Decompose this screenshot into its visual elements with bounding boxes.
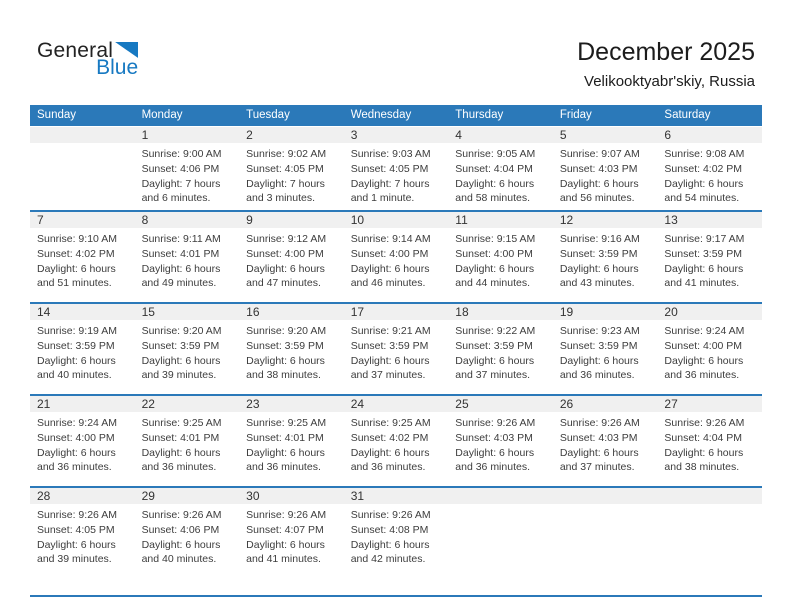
sunrise-text: Sunrise: 9:20 AM	[246, 325, 327, 337]
sunset-text: Sunset: 4:08 PM	[350, 523, 429, 536]
daylight-text: Daylight: 6 hours and 56 minutes.	[559, 177, 639, 205]
sunset-text: Sunset: 3:59 PM	[455, 339, 533, 352]
day-details	[239, 228, 344, 291]
sunrise-text: Sunrise: 9:26 AM	[246, 509, 327, 521]
daylight-text: Daylight: 6 hours and 36 minutes.	[664, 354, 744, 382]
day-cell	[448, 304, 553, 394]
day-number: 23	[239, 396, 344, 412]
weekday-header-tuesday: Tuesday	[246, 109, 290, 121]
day-number: 31	[344, 488, 449, 504]
weekday-header-monday: Monday	[141, 109, 183, 121]
daylight-text: Daylight: 6 hours and 38 minutes.	[664, 446, 744, 474]
day-details	[239, 320, 344, 383]
day-details	[344, 504, 449, 567]
calendar-table	[30, 105, 762, 597]
sunset-text: Sunset: 4:00 PM	[246, 247, 324, 260]
day-cell	[344, 212, 449, 302]
day-details	[553, 228, 658, 291]
sunset-text: Sunset: 4:01 PM	[141, 247, 220, 260]
sunrise-text: Sunrise: 9:26 AM	[455, 417, 536, 429]
daylight-text: Daylight: 6 hours and 36 minutes.	[141, 446, 221, 474]
day-details	[344, 320, 449, 383]
day-number: 4	[448, 127, 553, 143]
day-cell	[657, 304, 762, 394]
day-details	[657, 320, 762, 383]
sunset-text: Sunset: 4:00 PM	[455, 247, 533, 260]
day-number: 9	[239, 212, 344, 228]
day-cell	[657, 127, 762, 210]
daylight-text: Daylight: 6 hours and 49 minutes.	[141, 262, 221, 290]
daylight-text: Daylight: 6 hours and 41 minutes.	[664, 262, 744, 290]
weekday-header-friday: Friday	[559, 109, 592, 121]
week-row	[30, 486, 762, 597]
day-details	[135, 504, 240, 567]
day-cell	[344, 396, 449, 486]
sunrise-text: Sunrise: 9:25 AM	[141, 417, 222, 429]
day-cell	[553, 127, 658, 210]
sunrise-text: Sunrise: 9:10 AM	[37, 233, 117, 245]
sunrise-text: Sunrise: 9:19 AM	[37, 325, 117, 337]
daylight-text: Daylight: 6 hours and 38 minutes.	[246, 354, 325, 382]
sunrise-text: Sunrise: 9:07 AM	[559, 148, 640, 160]
day-details	[657, 143, 762, 206]
sunrise-text: Sunrise: 9:20 AM	[141, 325, 222, 337]
day-details	[448, 412, 553, 475]
daylight-text: Daylight: 7 hours and 6 minutes.	[141, 177, 221, 205]
sunset-text: Sunset: 3:59 PM	[350, 339, 429, 352]
empty-day-cell	[448, 488, 553, 595]
day-cell	[239, 396, 344, 486]
day-number: 29	[135, 488, 240, 504]
daylight-text: Daylight: 6 hours and 51 minutes.	[37, 262, 116, 290]
weekday-header-saturday: Saturday	[664, 109, 711, 121]
day-number: 13	[657, 212, 762, 228]
empty-day-cell	[30, 127, 135, 210]
daylight-text: Daylight: 7 hours and 1 minute.	[350, 177, 430, 205]
sunrise-text: Sunrise: 9:23 AM	[559, 325, 640, 337]
sunset-text: Sunset: 4:04 PM	[455, 162, 533, 175]
day-number: 11	[448, 212, 553, 228]
daylight-text: Daylight: 6 hours and 46 minutes.	[350, 262, 430, 290]
sunset-text: Sunset: 4:03 PM	[455, 431, 533, 444]
day-details	[448, 504, 553, 508]
page-title: December 2025	[577, 38, 755, 66]
day-number: 20	[657, 304, 762, 320]
day-details	[657, 504, 762, 508]
sunset-text: Sunset: 4:03 PM	[559, 162, 638, 175]
day-details	[344, 228, 449, 291]
daylight-text: Daylight: 6 hours and 39 minutes.	[37, 538, 116, 566]
day-details	[344, 412, 449, 475]
sunrise-text: Sunrise: 9:14 AM	[350, 233, 431, 245]
day-details	[657, 228, 762, 291]
day-cell	[657, 212, 762, 302]
sunset-text: Sunset: 3:59 PM	[37, 339, 115, 352]
day-number: 30	[239, 488, 344, 504]
sunrise-text: Sunrise: 9:24 AM	[664, 325, 745, 337]
day-cell	[448, 127, 553, 210]
week-row	[30, 394, 762, 486]
daylight-text: Daylight: 6 hours and 42 minutes.	[350, 538, 430, 566]
day-number	[553, 488, 658, 504]
day-number: 18	[448, 304, 553, 320]
daylight-text: Daylight: 6 hours and 36 minutes.	[37, 446, 116, 474]
daylight-text: Daylight: 6 hours and 43 minutes.	[559, 262, 639, 290]
sunrise-text: Sunrise: 9:26 AM	[664, 417, 745, 429]
day-number: 10	[344, 212, 449, 228]
sunset-text: Sunset: 4:01 PM	[246, 431, 324, 444]
day-number: 17	[344, 304, 449, 320]
daylight-text: Daylight: 6 hours and 37 minutes.	[455, 354, 535, 382]
empty-day-cell	[553, 488, 658, 595]
day-number: 21	[30, 396, 135, 412]
sunset-text: Sunset: 4:04 PM	[664, 431, 743, 444]
weekday-header-wednesday: Wednesday	[350, 109, 412, 121]
day-details	[553, 412, 658, 475]
day-cell	[344, 488, 449, 595]
sunrise-text: Sunrise: 9:00 AM	[141, 148, 222, 160]
sunset-text: Sunset: 3:59 PM	[559, 339, 638, 352]
sunset-text: Sunset: 4:02 PM	[664, 162, 743, 175]
sunset-text: Sunset: 4:00 PM	[350, 247, 429, 260]
sunrise-text: Sunrise: 9:12 AM	[246, 233, 327, 245]
daylight-text: Daylight: 6 hours and 40 minutes.	[37, 354, 116, 382]
daylight-text: Daylight: 6 hours and 36 minutes.	[246, 446, 325, 474]
sunset-text: Sunset: 4:05 PM	[246, 162, 324, 175]
day-number: 26	[553, 396, 658, 412]
sunset-text: Sunset: 4:01 PM	[141, 431, 220, 444]
sunset-text: Sunset: 4:05 PM	[37, 523, 115, 536]
day-number: 3	[344, 127, 449, 143]
day-details	[30, 504, 135, 567]
day-cell	[553, 396, 658, 486]
sunrise-text: Sunrise: 9:26 AM	[37, 509, 117, 521]
day-details	[239, 504, 344, 567]
daylight-text: Daylight: 6 hours and 37 minutes.	[559, 446, 639, 474]
daylight-text: Daylight: 6 hours and 36 minutes.	[455, 446, 535, 474]
sunset-text: Sunset: 4:07 PM	[246, 523, 324, 536]
day-details	[135, 228, 240, 291]
weekday-header-sunday: Sunday	[37, 109, 77, 121]
day-number: 5	[553, 127, 658, 143]
day-number: 22	[135, 396, 240, 412]
sunset-text: Sunset: 3:59 PM	[559, 247, 638, 260]
day-number: 7	[30, 212, 135, 228]
sunset-text: Sunset: 3:59 PM	[141, 339, 220, 352]
day-number: 27	[657, 396, 762, 412]
day-cell	[448, 212, 553, 302]
day-cell	[135, 488, 240, 595]
day-cell	[239, 488, 344, 595]
sunset-text: Sunset: 3:59 PM	[246, 339, 324, 352]
sunrise-text: Sunrise: 9:05 AM	[455, 148, 536, 160]
week-row	[30, 210, 762, 302]
day-details	[448, 143, 553, 206]
day-details	[344, 143, 449, 206]
day-cell	[30, 488, 135, 595]
weekday-header-row	[30, 105, 762, 126]
day-details	[553, 143, 658, 206]
day-details	[553, 320, 658, 383]
day-cell	[135, 396, 240, 486]
day-details	[135, 320, 240, 383]
day-cell	[344, 127, 449, 210]
day-number: 2	[239, 127, 344, 143]
daylight-text: Daylight: 6 hours and 39 minutes.	[141, 354, 221, 382]
daylight-text: Daylight: 6 hours and 41 minutes.	[246, 538, 325, 566]
day-number: 6	[657, 127, 762, 143]
day-details	[657, 412, 762, 475]
day-number: 1	[135, 127, 240, 143]
day-number: 19	[553, 304, 658, 320]
day-number: 12	[553, 212, 658, 228]
day-cell	[239, 212, 344, 302]
sunrise-text: Sunrise: 9:24 AM	[37, 417, 117, 429]
weekday-header-thursday: Thursday	[455, 109, 504, 121]
sunrise-text: Sunrise: 9:08 AM	[664, 148, 745, 160]
daylight-text: Daylight: 6 hours and 36 minutes.	[350, 446, 430, 474]
day-details	[448, 320, 553, 383]
day-number: 24	[344, 396, 449, 412]
day-number	[30, 127, 135, 143]
day-details	[448, 228, 553, 291]
day-details	[553, 504, 658, 508]
daylight-text: Daylight: 6 hours and 36 minutes.	[559, 354, 639, 382]
day-cell	[135, 212, 240, 302]
day-number: 15	[135, 304, 240, 320]
sunrise-text: Sunrise: 9:02 AM	[246, 148, 327, 160]
day-cell	[30, 304, 135, 394]
day-cell	[553, 212, 658, 302]
day-number: 16	[239, 304, 344, 320]
sunset-text: Sunset: 4:00 PM	[664, 339, 743, 352]
daylight-text: Daylight: 6 hours and 40 minutes.	[141, 538, 221, 566]
day-cell	[448, 396, 553, 486]
day-number	[657, 488, 762, 504]
sunset-text: Sunset: 3:59 PM	[664, 247, 743, 260]
logo-text-blue: Blue	[96, 56, 139, 79]
sunset-text: Sunset: 4:00 PM	[37, 431, 115, 444]
sunset-text: Sunset: 4:02 PM	[37, 247, 115, 260]
sunset-text: Sunset: 4:03 PM	[559, 431, 638, 444]
day-cell	[239, 304, 344, 394]
daylight-text: Daylight: 7 hours and 3 minutes.	[246, 177, 325, 205]
sunrise-text: Sunrise: 9:22 AM	[455, 325, 536, 337]
sunrise-text: Sunrise: 9:21 AM	[350, 325, 431, 337]
sunrise-text: Sunrise: 9:11 AM	[141, 233, 221, 245]
daylight-text: Daylight: 6 hours and 54 minutes.	[664, 177, 744, 205]
sunset-text: Sunset: 4:06 PM	[141, 162, 220, 175]
page-subtitle: Velikooktyabr'skiy, Russia	[584, 73, 755, 90]
day-cell	[553, 304, 658, 394]
sunrise-text: Sunrise: 9:26 AM	[559, 417, 640, 429]
daylight-text: Daylight: 6 hours and 37 minutes.	[350, 354, 430, 382]
day-number: 8	[135, 212, 240, 228]
general-blue-logo	[37, 40, 138, 77]
day-cell	[344, 304, 449, 394]
sunrise-text: Sunrise: 9:03 AM	[350, 148, 431, 160]
header-titles	[577, 38, 755, 91]
day-details	[239, 143, 344, 206]
sunrise-text: Sunrise: 9:25 AM	[350, 417, 431, 429]
sunrise-text: Sunrise: 9:16 AM	[559, 233, 640, 245]
day-number: 25	[448, 396, 553, 412]
day-details	[30, 412, 135, 475]
weeks-container	[30, 126, 762, 597]
day-number	[448, 488, 553, 504]
sunrise-text: Sunrise: 9:26 AM	[141, 509, 222, 521]
day-cell	[135, 304, 240, 394]
daylight-text: Daylight: 6 hours and 47 minutes.	[246, 262, 325, 290]
sunrise-text: Sunrise: 9:17 AM	[664, 233, 745, 245]
empty-day-cell	[657, 488, 762, 595]
day-cell	[135, 127, 240, 210]
day-details	[135, 143, 240, 206]
sunrise-text: Sunrise: 9:26 AM	[350, 509, 431, 521]
day-cell	[239, 127, 344, 210]
day-details	[239, 412, 344, 475]
sunset-text: Sunset: 4:05 PM	[350, 162, 429, 175]
day-cell	[30, 212, 135, 302]
logo-text-general: General	[37, 39, 114, 62]
sunrise-text: Sunrise: 9:25 AM	[246, 417, 327, 429]
week-row	[30, 126, 762, 210]
day-details	[30, 228, 135, 291]
day-details	[30, 320, 135, 383]
sunset-text: Sunset: 4:02 PM	[350, 431, 429, 444]
day-cell	[657, 396, 762, 486]
sunset-text: Sunset: 4:06 PM	[141, 523, 220, 536]
sunrise-text: Sunrise: 9:15 AM	[455, 233, 536, 245]
day-details	[30, 143, 135, 147]
daylight-text: Daylight: 6 hours and 58 minutes.	[455, 177, 535, 205]
day-number: 28	[30, 488, 135, 504]
day-details	[135, 412, 240, 475]
daylight-text: Daylight: 6 hours and 44 minutes.	[455, 262, 535, 290]
day-cell	[30, 396, 135, 486]
day-number: 14	[30, 304, 135, 320]
week-row	[30, 302, 762, 394]
